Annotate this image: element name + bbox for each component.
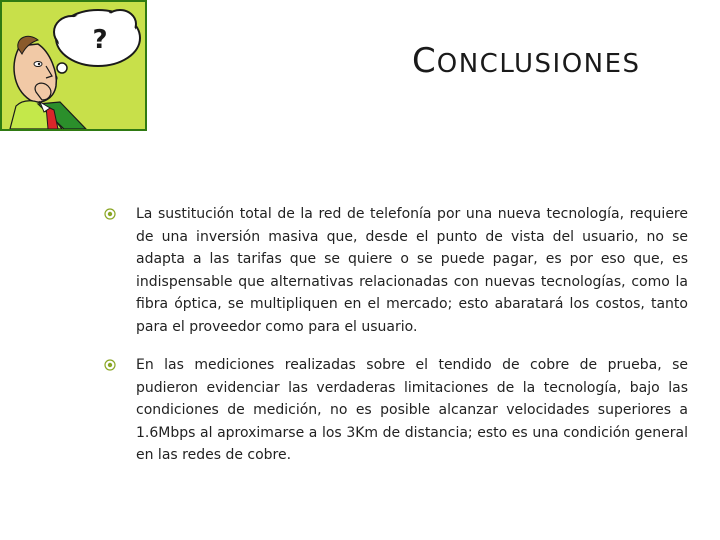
target-bullet-icon [104, 208, 116, 220]
bullet-text: En las mediciones realizadas sobre el tendido de cobre de prueba, se pudieron evidenciar las verdaderas limitaciones de la tecnología, bajo las condiciones de medición, no es posible alcanzar velocidades superiores a 1.6Mbps al aproximarse a los 3Km de distancia; esto es una condición general en las redes de cobre. [136, 357, 688, 463]
list-item [112, 203, 688, 338]
list-item [112, 354, 688, 467]
title-rest: ONCLUSIONES [436, 49, 641, 79]
target-bullet-icon [104, 359, 116, 371]
bullet-text: La sustitución total de la red de telefonía por una nueva tecnología, requiere de una inversión masiva que, desde el punto de vista del usuario, no se adapta a las tarifas que se quiere o se puede pagar, es por eso que, es indispensable que alternativas relacionadas con nuevas tecnologías, como la fibra óptica, se multipliquen en el mercado; esto abaratará los costos, tanto para el proveedor como para el usuario. [136, 206, 688, 335]
thinking-man-clipart [0, 0, 147, 131]
thinking-man-icon [2, 2, 145, 129]
thought-bubble-text: ? [92, 25, 108, 55]
title-first-letter: C [412, 41, 437, 81]
bullet-list [112, 203, 688, 483]
slide-title [412, 41, 641, 81]
